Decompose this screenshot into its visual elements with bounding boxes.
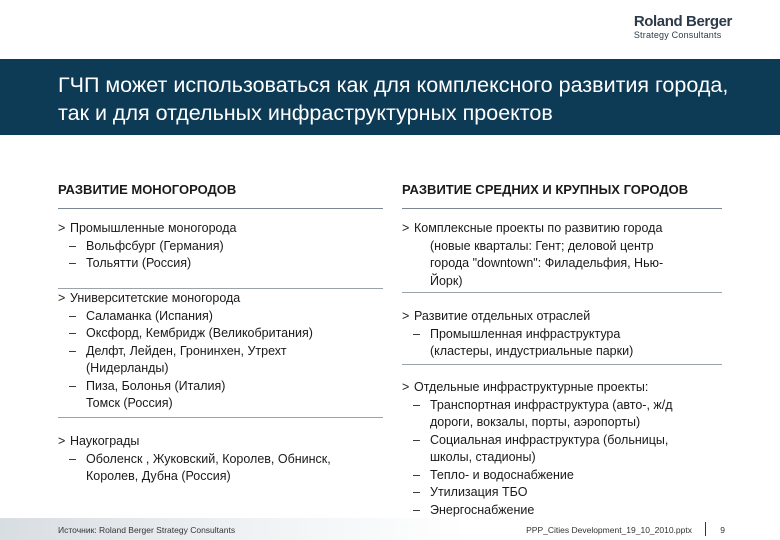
left-heading-rule	[58, 208, 383, 209]
file-name: PPP_Cities Development_19_10_2010.pptx	[526, 525, 692, 535]
list-item: > Отдельные инфраструктурные проекты:	[402, 380, 649, 394]
footer	[0, 518, 780, 540]
list-item: > Наукограды	[58, 434, 140, 448]
right-column-heading: РАЗВИТИЕ СРЕДНИХ И КРУПНЫХ ГОРОДОВ	[402, 182, 689, 197]
list-subitem-continuation: дороги, вокзалы, порты, аэропорты)	[430, 415, 641, 429]
logo-main-text: Roland Berger	[633, 13, 732, 30]
list-item-continuation: (новые кварталы: Гент; деловой центр	[430, 238, 654, 253]
list-item-continuation: города "downtown": Филадельфия, Нью-	[430, 256, 664, 270]
left-group-science-cities	[58, 433, 383, 486]
list-subitem: – Тольятти (Россия)	[69, 256, 192, 270]
right-group-infrastructure	[402, 379, 722, 519]
source-note: Источник: Roland Berger Strategy Consultants	[58, 525, 236, 535]
slide-title: ГЧП может использоваться как для комплексного развития города, так и для отдельных инфраструктурных проектов	[58, 73, 729, 125]
page-number: 9	[720, 525, 725, 535]
list-item: > Университетские моногорода	[58, 291, 241, 305]
list-subitem-continuation: Королев, Дубна (Россия)	[86, 469, 231, 483]
group-divider	[402, 364, 722, 365]
list-item-continuation: Йорк)	[430, 273, 463, 288]
footer-separator	[705, 522, 706, 536]
list-subitem: – Оболенск , Жуковский, Королев, Обнинск,	[69, 451, 331, 466]
list-subitem: – Энергоснабжение	[413, 502, 535, 517]
list-subitem: – Утилизация ТБО	[413, 485, 528, 499]
list-subitem: – Саламанка (Испания)	[69, 308, 213, 323]
logo-sub-text: Strategy Consultants	[633, 30, 722, 40]
right-column	[402, 180, 722, 198]
left-column	[58, 180, 383, 209]
company-logo	[634, 14, 732, 40]
list-item: > Комплексные проекты по развитию города	[402, 221, 663, 235]
list-subitem: – Вольфсбург (Германия)	[69, 238, 224, 253]
list-subitem: – Пиза, Болонья (Италия)	[69, 378, 226, 393]
list-subitem-continuation: (кластеры, индустриальные парки)	[430, 344, 634, 358]
group-divider	[58, 417, 383, 418]
list-subitem: – Социальная инфраструктура (больницы,	[413, 432, 669, 447]
list-subitem-continuation: (Нидерланды)	[86, 361, 169, 375]
group-divider	[402, 292, 722, 293]
list-item: > Развитие отдельных отраслей	[402, 309, 591, 323]
left-column-heading: РАЗВИТИЕ МОНОГОРОДОВ	[58, 182, 237, 197]
list-subitem: – Делфт, Лейден, Гронинхен, Утрехт	[69, 343, 287, 358]
list-subitem-continuation: школы, стадионы)	[430, 450, 536, 464]
list-subitem: – Промышленная инфраструктура	[413, 326, 621, 341]
list-subitem: – Транспортная инфраструктура (авто-, ж/д	[413, 397, 673, 412]
left-group-industrial	[58, 220, 383, 273]
list-subitem: – Оксфорд, Кембридж (Великобритания)	[69, 326, 313, 340]
title-divider	[0, 135, 780, 139]
left-group-university	[58, 290, 383, 413]
list-subitem: – Тепло- и водоснабжение	[413, 467, 574, 482]
list-item: > Промышленные моногорода	[58, 221, 237, 235]
title-band	[0, 59, 780, 135]
right-heading-rule	[402, 208, 722, 209]
group-divider	[58, 288, 383, 289]
right-group-complex	[402, 220, 722, 290]
list-subitem-continuation: Томск (Россия)	[86, 396, 173, 410]
right-group-sectors	[402, 308, 722, 361]
